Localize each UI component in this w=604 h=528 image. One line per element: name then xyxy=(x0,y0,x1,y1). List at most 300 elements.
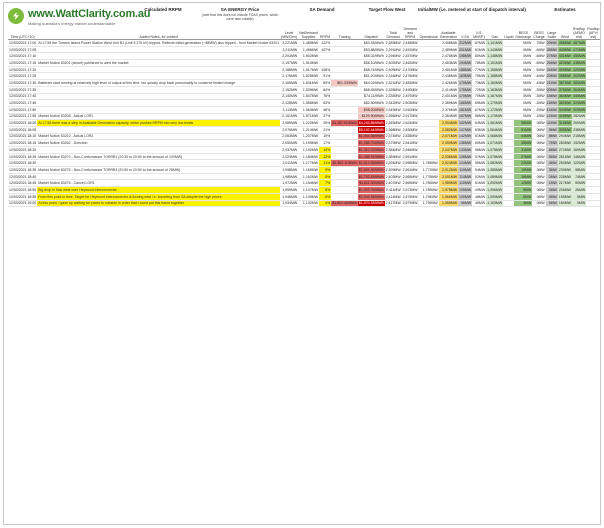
cell-bd: 0MW xyxy=(514,113,532,120)
table-row xyxy=(8,200,600,207)
cell-liq xyxy=(503,66,514,73)
cell-trd xyxy=(331,106,358,113)
cell-ls: 9MW xyxy=(546,126,558,133)
cell-td: 2,363MW xyxy=(385,121,401,126)
cell-ls: 1MW xyxy=(546,180,558,187)
cell-ls: 20MW xyxy=(546,87,557,92)
cell-av: 2,498MW xyxy=(439,40,458,47)
cell-vsa: 188MW xyxy=(459,67,472,72)
cell-time: 12/03/2021 17:20 xyxy=(9,67,37,72)
cell-td: 2,349MW xyxy=(385,107,401,112)
cell-mnsp: 46MW xyxy=(472,200,486,207)
note-cell xyxy=(37,147,280,154)
cell-nds: 1,489MW xyxy=(298,40,319,47)
cell-nds: 1,132MW xyxy=(298,200,319,207)
table-row xyxy=(8,73,600,80)
cell-td: 2,374MW xyxy=(385,134,401,139)
cell-wind: 184MW xyxy=(558,201,571,206)
cell-av: 1,978MW xyxy=(439,187,458,194)
column-header[interactable]: Time (UTC+10) xyxy=(8,27,37,40)
cell-time: 12/03/2021 18:50 xyxy=(9,187,37,192)
cell-trd xyxy=(331,46,358,53)
cell-ls: 23MW xyxy=(546,74,557,79)
cell-av: 2,071MW xyxy=(439,133,458,140)
cell-td: 2,399MW xyxy=(385,167,401,172)
column-header[interactable]: Available Generation xyxy=(439,27,458,40)
cell-ra: 402MW xyxy=(573,74,586,79)
cell-dr: 2,579MW xyxy=(402,201,418,206)
cell-bc: 0MW xyxy=(532,160,545,167)
cell-gas: 1,071MW xyxy=(487,141,503,146)
cell-gas: 1,061MW xyxy=(487,121,503,126)
cell-ls: 28MW xyxy=(546,47,557,52)
cell-liq xyxy=(503,187,514,194)
cell-op xyxy=(419,80,439,87)
cell-dr: 2,448MW xyxy=(402,40,418,45)
cell-ls: 26MW xyxy=(546,60,557,65)
cell-bd: 12MW xyxy=(514,180,532,187)
column-header[interactable]: V-SA xyxy=(458,27,472,40)
cell-dr: 2,573MW xyxy=(402,187,418,192)
cell-lvl: 2,165MW xyxy=(280,80,298,87)
cell-nds: 1,547MW xyxy=(298,93,319,100)
table-row xyxy=(8,40,600,47)
cell-av: 2,426MW xyxy=(439,80,458,87)
cell-ra: 455MW xyxy=(573,54,586,59)
cell-mnsp: 70MW xyxy=(472,93,486,100)
cell-rrpm: 17% xyxy=(319,140,331,147)
cell-rp xyxy=(586,106,600,113)
table-row xyxy=(8,93,600,100)
note-cell: Market Notice 83270 - Non-Conformance TORRB1 (20:30 to 20:50 to the amount of 100MW) xyxy=(37,153,280,160)
column-header[interactable]: Gas xyxy=(486,27,503,40)
cell-op xyxy=(419,100,439,107)
cell-bc: -4MW xyxy=(532,80,545,87)
cell-ls: 0MW xyxy=(546,193,558,200)
cell-trd xyxy=(331,113,358,120)
cell-ls: 0MW xyxy=(546,200,558,207)
cell-rrpm: 89% xyxy=(319,80,331,87)
cell-td: 2,316MW xyxy=(385,74,401,79)
cell-dsp: $2,044.18/MWh xyxy=(358,194,384,199)
cell-op xyxy=(419,93,439,100)
cell-lvl: 2,024MW xyxy=(280,153,298,160)
table-row xyxy=(8,160,600,167)
cell-gas: 1,160MW xyxy=(487,80,503,85)
cell-trd xyxy=(331,153,358,160)
cell-ra: 487MW xyxy=(573,40,586,45)
cell-dsp: $5,102.44/MWh xyxy=(358,127,384,132)
cell-trd xyxy=(331,167,358,174)
cell-gas: 1,148MW xyxy=(487,54,503,59)
cell-av: 2,476MW xyxy=(439,53,458,60)
cell-av: 2,047MW xyxy=(439,147,458,154)
cell-ls: 8MW xyxy=(546,133,558,140)
cell-time: 12/03/2021 17:30 xyxy=(9,80,37,85)
note-cell: At this point, I gave up waiting for prices to subside in order that I could put this frame together xyxy=(37,200,280,207)
cell-dr: 2,470MW xyxy=(402,67,418,72)
cell-ra: 438MW xyxy=(573,60,586,65)
cell-trd xyxy=(331,66,358,73)
cell-op xyxy=(419,86,439,93)
note-cell: From this point in time, Target for Heywood interconnector is flowing east i.e. importing from SA despite the high prices. xyxy=(37,193,280,200)
cell-trd: $1,362.11/MWh xyxy=(332,161,357,166)
cell-rrpm: 4% xyxy=(319,200,331,207)
cell-nds: 1,214MW xyxy=(298,126,319,133)
cell-ra: 282MW xyxy=(573,114,586,119)
cell-op xyxy=(419,53,439,60)
cell-lvl: 1,934MW xyxy=(280,200,298,207)
cell-vsa: 175MW xyxy=(459,87,472,92)
column-header[interactable]: V-S-MNSP1 xyxy=(472,27,486,40)
cell-wind: 398MW xyxy=(558,74,571,79)
column-header[interactable]: Trading xyxy=(331,27,358,40)
cell-nds: 1,199MW xyxy=(298,140,319,147)
cell-lvl: 2,076MW xyxy=(280,126,298,133)
cell-av: 2,082MW xyxy=(439,126,458,133)
cell-wind: 316MW xyxy=(558,121,571,126)
cell-time: 12/03/2021 18:55 xyxy=(9,194,37,199)
cell-rp xyxy=(586,160,600,167)
cell-dsp: $1,970.33/MWh xyxy=(358,201,384,206)
cell-dr: 2,483MW xyxy=(402,80,418,85)
cell-dsp: $1,310.22/MWh xyxy=(358,147,384,152)
cell-wind: 217MW xyxy=(558,181,571,186)
cell-wind: 261MW xyxy=(558,154,571,159)
table-row xyxy=(8,60,600,67)
cell-dr: 2,524MW xyxy=(402,121,418,126)
cell-liq xyxy=(503,153,514,160)
cell-trd xyxy=(331,126,358,133)
group-demand: SA Demand xyxy=(309,7,335,12)
cell-mnsp: 81MW xyxy=(472,46,486,53)
cell-lvl: 2,063MW xyxy=(280,133,298,140)
cell-dsp: $1,404.36/MWh xyxy=(358,134,384,139)
cell-rrpm: 26% xyxy=(319,120,331,127)
cell-op: 1,765MW xyxy=(419,160,439,167)
cell-dr: 2,530MW xyxy=(402,127,418,132)
cell-rrpm: 76% xyxy=(319,93,331,100)
cell-lvl: 2,152MW xyxy=(280,86,298,93)
cell-vsa: 183MW xyxy=(459,74,472,79)
cell-bd: 0MW xyxy=(514,53,532,60)
cell-liq xyxy=(503,106,514,113)
cell-vsa: 114MW xyxy=(459,174,472,179)
cell-gas: 1,172MW xyxy=(487,107,503,112)
cell-bd: 27MW xyxy=(514,153,532,160)
column-header[interactable]: Wind xyxy=(558,27,572,40)
cell-dr: 2,565MW xyxy=(402,174,418,179)
cell-bd: 44MW xyxy=(514,133,532,140)
column-header[interactable]: Rooftop (APVI est) xyxy=(587,27,600,39)
cell-ra: 192MW xyxy=(573,141,586,146)
column-header[interactable]: Operational xyxy=(419,27,439,40)
note-cell: Market Notice 83210 - Actual LOR2 xyxy=(37,133,280,140)
cell-vsa: 170MW xyxy=(459,94,472,99)
table-row xyxy=(8,126,600,133)
cell-time: 12/03/2021 17:40 xyxy=(9,94,37,99)
cell-gas: 1,167MW xyxy=(487,94,503,99)
cell-mnsp: 49MW xyxy=(472,187,486,194)
cell-av: 2,364MW xyxy=(439,113,458,120)
cell-ra: 26MW xyxy=(572,187,586,194)
cell-bd: 22MW xyxy=(514,160,532,167)
cell-rp xyxy=(586,147,600,154)
cell-vsa: 166MW xyxy=(459,101,472,106)
cell-ra: 420MW xyxy=(573,67,586,72)
table-row xyxy=(8,66,600,73)
cell-ra: 122MW xyxy=(573,161,586,166)
cell-vsa: 212MW xyxy=(459,40,472,45)
cell-gas: 1,175MW xyxy=(487,114,503,119)
cell-rrpm: 6% xyxy=(319,193,331,200)
cell-av: 2,438MW xyxy=(439,73,458,80)
group-flow: Target Flow West xyxy=(368,7,406,12)
cell-rp xyxy=(586,40,600,47)
cell-av: 2,451MW xyxy=(439,66,458,73)
column-header[interactable]: Large Scale xyxy=(546,27,558,40)
cell-dsp: $4,243.89/MWh xyxy=(358,121,384,126)
cell-lvl: 2,113MW xyxy=(280,106,298,113)
cell-nds: 1,139MW xyxy=(298,193,319,200)
table-row xyxy=(8,46,600,53)
cell-liq xyxy=(503,180,514,187)
cell-mnsp: 78MW xyxy=(472,60,486,67)
cell-dsp: $1,455.91/MWh xyxy=(358,154,384,159)
note-cell xyxy=(37,173,280,180)
cell-time: 12/03/2021 17:05 xyxy=(9,47,37,52)
column-header[interactable]: RRPM xyxy=(319,27,331,40)
group-price: SA ENERGY Price xyxy=(220,7,260,12)
column-header[interactable]: Liquid xyxy=(503,27,514,40)
cell-dr: 2,546MW xyxy=(402,147,418,152)
table-row xyxy=(8,100,600,107)
cell-wind: 228MW xyxy=(558,174,571,179)
cell-time: 12/03/2021 18:35 xyxy=(9,167,37,172)
cell-av: 2,024MW xyxy=(439,160,458,167)
cell-td: 2,417MW xyxy=(385,201,401,206)
cell-rp xyxy=(586,120,600,127)
cell-nds: 1,517MW xyxy=(298,66,319,73)
cell-time: 12/03/2021 18:00 xyxy=(9,121,37,126)
cell-td: 2,289MW xyxy=(385,40,401,45)
cell-time: 12/03/2021 17:00 xyxy=(9,40,37,45)
cell-rp xyxy=(586,80,600,87)
cell-lvl: 2,037MW xyxy=(280,147,298,154)
cell-av: 1,989MW xyxy=(439,180,458,187)
column-header[interactable]: Level (MW/Gen) xyxy=(280,27,298,40)
cell-bc: -2MW xyxy=(532,106,545,113)
cell-gas: 1,103MW xyxy=(487,201,503,206)
cell-wind: 305MW xyxy=(558,127,571,132)
cell-av: 2,094MW xyxy=(439,120,458,127)
cell-mnsp: 48MW xyxy=(472,193,486,200)
cell-lvl: 1,972MW xyxy=(280,180,298,187)
cell-rp xyxy=(586,113,600,120)
cell-mnsp: 64MW xyxy=(472,120,486,127)
cell-lvl: 2,128MW xyxy=(280,100,298,107)
cell-wind: 352MW xyxy=(558,101,571,106)
cell-trd xyxy=(331,187,358,194)
cell-op xyxy=(419,60,439,67)
cell-lvl: 2,197MW xyxy=(280,60,298,67)
cell-gas: 1,068MW xyxy=(487,134,503,139)
cell-td: 2,384MW xyxy=(385,147,401,152)
cell-wind: 409MW xyxy=(558,67,571,72)
note-cell: At 17:58 there was a step in Available Generation capacity, which pushes RRPM into very low levels xyxy=(37,120,280,127)
cell-gas: 1,143MW xyxy=(487,47,503,52)
cell-vsa: 179MW xyxy=(459,80,472,85)
column-header[interactable]: Demand and RRPM xyxy=(403,27,417,39)
cell-lvl: 1,985MW xyxy=(280,173,298,180)
brand-name: www.WattClarity.com.au xyxy=(28,8,151,20)
column-header[interactable]: Added Notes, for context xyxy=(37,27,280,40)
cell-time: 12/03/2021 17:35 xyxy=(9,87,37,92)
cell-ra: 50MW xyxy=(572,180,586,187)
cell-bc: 0MW xyxy=(532,187,545,194)
cell-rp xyxy=(586,66,600,73)
column-header[interactable]: NetDemand Supplied xyxy=(298,27,319,40)
cell-wind: 239MW xyxy=(558,167,571,172)
column-header[interactable]: Rooftop (AEMO est) xyxy=(572,27,586,39)
cell-mnsp: 55MW xyxy=(472,160,486,167)
cell-vsa: 152MW xyxy=(459,121,472,126)
column-header[interactable]: Total Demand xyxy=(385,27,402,40)
table-row xyxy=(8,133,600,140)
cell-ra: 260MW xyxy=(573,121,586,126)
cell-rp xyxy=(586,73,600,80)
cell-bc: 0MW xyxy=(532,140,545,147)
cell-ls: 18MW xyxy=(546,94,557,99)
cell-liq xyxy=(503,160,514,167)
cell-td: 2,407MW xyxy=(385,181,401,186)
header-row xyxy=(8,27,600,40)
cell-dsp: $1,512.83/MWh xyxy=(358,161,384,166)
cell-ls: 3MW xyxy=(546,167,558,174)
cell-bc: 0MW xyxy=(532,167,545,174)
cell-dr: 2,561MW xyxy=(402,167,418,172)
cell-wind: 206MW xyxy=(558,187,571,192)
cell-ra: 5MW xyxy=(572,193,586,200)
cell-op xyxy=(419,46,439,53)
cell-ra: 169MW xyxy=(573,147,586,152)
cell-liq xyxy=(503,120,514,127)
cell-bd: 58MW xyxy=(514,120,532,127)
cell-op: 1,778MW xyxy=(419,173,439,180)
cell-nds: 1,496MW xyxy=(298,46,319,53)
cell-rrpm: 7% xyxy=(319,180,331,187)
column-header[interactable]: Dispatch xyxy=(358,27,385,40)
note-cell: Market Notice 83262 - Direction xyxy=(37,140,280,147)
cell-rp xyxy=(586,200,600,207)
cell-vsa: 142MW xyxy=(459,134,472,139)
cell-ls: 12MW xyxy=(546,114,557,119)
column-header[interactable]: BESS Charge xyxy=(532,27,545,40)
cell-bd: 0MW xyxy=(514,60,532,67)
lightning-icon xyxy=(8,8,24,24)
cell-gas: 1,163MW xyxy=(487,87,503,92)
cell-rrpm: 6% xyxy=(319,187,331,194)
cell-td: 2,321MW xyxy=(385,80,401,85)
cell-time: 12/03/2021 18:45 xyxy=(9,181,37,186)
cell-ra: 303MW xyxy=(573,107,586,112)
cell-wind: 272MW xyxy=(558,147,571,152)
data-grid xyxy=(8,27,600,207)
cell-bc: 0MW xyxy=(532,153,545,160)
cell-td: 2,368MW xyxy=(385,127,401,132)
cell-ra: 146MW xyxy=(573,154,586,159)
cell-td: 2,411MW xyxy=(385,187,401,192)
cell-nds: 1,177MW xyxy=(298,160,319,167)
cell-nds: 1,571MW xyxy=(298,113,319,120)
cell-time: 12/03/2021 18:20 xyxy=(9,147,37,152)
cell-nds: 1,192MW xyxy=(298,147,319,154)
cell-op xyxy=(419,106,439,113)
cell-av: 2,463MW xyxy=(439,60,458,67)
cell-liq xyxy=(503,86,514,93)
note-cell xyxy=(37,106,280,113)
note-cell: At 17:58 the Torrens Island Power Station West Unit B1 (Unit 8 275 kV) tripped. Reflects initial generation (~88MW) also tripped - from Market Notice 83201 xyxy=(38,40,280,45)
cell-nds: 1,502MW xyxy=(298,53,319,60)
cell-rrpm xyxy=(319,60,331,67)
cell-trd xyxy=(331,40,358,47)
cell-rp xyxy=(586,93,600,100)
column-header[interactable]: BESS Discharge xyxy=(514,27,532,40)
cell-liq xyxy=(503,193,514,200)
note-cell xyxy=(37,53,280,60)
cell-lvl: 1,959MW xyxy=(280,187,298,194)
cell-bd: 4MW xyxy=(514,200,532,207)
cell-td: 2,328MW xyxy=(385,87,401,92)
cell-dr: 2,476MW xyxy=(402,74,418,79)
table-row xyxy=(8,147,600,154)
cell-liq xyxy=(503,80,514,87)
cell-bc: -6MW xyxy=(532,46,545,53)
cell-td: 2,335MW xyxy=(385,94,401,99)
cell-wind: 376MW xyxy=(558,87,571,92)
cell-dsp: $1,811.09/MWh xyxy=(359,181,384,186)
cell-liq xyxy=(503,113,514,120)
cell-nds: 1,162MW xyxy=(298,173,319,180)
cell-trd xyxy=(331,53,358,60)
cell-rrpm xyxy=(319,53,331,60)
cell-nds: 1,154MW xyxy=(298,180,319,187)
cell-nds: 1,510MW xyxy=(298,60,319,67)
cell-bc: 0MW xyxy=(532,147,545,154)
cell-nds: 1,556MW xyxy=(298,100,319,107)
cell-wind: 364MW xyxy=(558,94,571,99)
cell-op xyxy=(419,126,439,133)
cell-bd: 19MW xyxy=(514,167,532,174)
cell-ra: 383MW xyxy=(573,80,586,85)
cell-rp xyxy=(586,53,600,60)
cell-trd xyxy=(331,93,358,100)
cell-wind: 195MW xyxy=(558,194,571,199)
cell-ra: 0MW xyxy=(572,200,586,207)
cell-ls: 2MW xyxy=(546,173,558,180)
cell-gas: 1,085MW xyxy=(487,167,503,172)
cell-trd xyxy=(331,180,358,187)
cell-wind: 294MW xyxy=(558,134,571,139)
cell-dr: 2,535MW xyxy=(402,134,418,139)
cell-mnsp: 73MW xyxy=(472,80,486,87)
cell-wind: 420MW xyxy=(558,60,571,65)
cell-trd xyxy=(331,147,358,154)
cell-trd xyxy=(331,86,358,93)
cell-av: 2,012MW xyxy=(439,167,458,174)
cell-mnsp: 69MW xyxy=(472,100,486,107)
cell-bc: 0MW xyxy=(532,200,545,207)
